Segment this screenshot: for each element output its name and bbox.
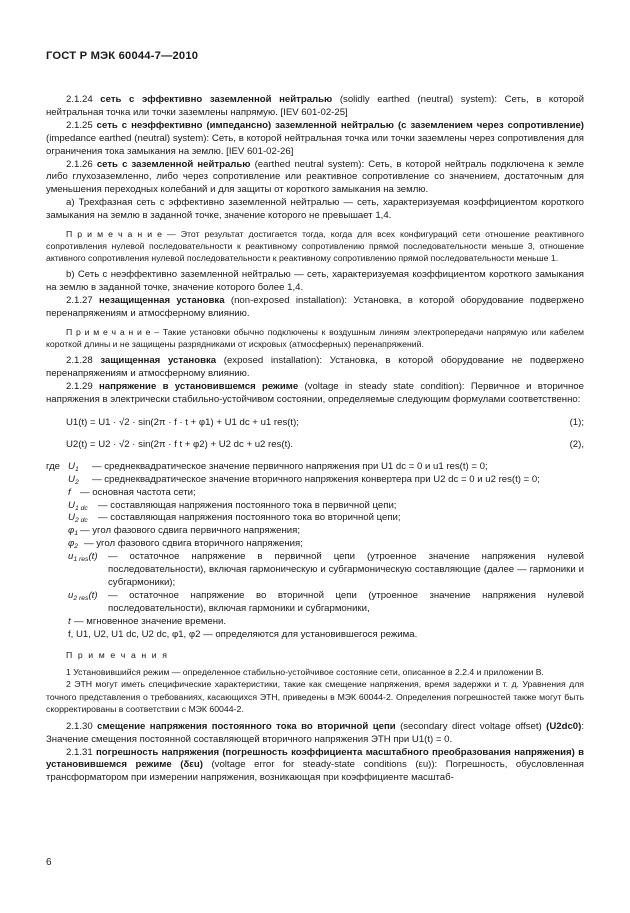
definition-text: — основная частота сети; [80, 486, 196, 498]
formula-2 [38, 435, 584, 457]
clause-term: смещение напряжения постоянного тока во вторичной цепи [97, 720, 396, 732]
definition-u2res [46, 590, 584, 616]
clause-symbol: (U2dc0) [546, 720, 582, 732]
definition-u1res [46, 551, 584, 590]
definition-text: — среднеквадратическое значение первичного напряжения при U1 dc = 0 и u1 res(t) = 0; [92, 460, 488, 472]
formula-expression: U1(t) = U1 · √2 · sin(2π · f · t + φ1) + U1 dc + u1 res(t); [66, 416, 299, 428]
definition-t [46, 616, 584, 629]
clause-2-1-25 [46, 120, 584, 159]
definition-symbol: $U_2$ [68, 473, 79, 486]
definition-symbol: $\varphi_1$ [68, 525, 79, 538]
clause-text: (solidly earthed (neutral) system): Сеть, в которой нейтральная точка или точки заземлены напрямую. [IEV 601-02-25] [46, 94, 584, 118]
clause-number: 2.1.28 [66, 355, 93, 367]
item-b: b) Сеть с неэффективно заземленной нейтралью — сеть, характеризуемая коэффициентом короткого замыкания на землю в заданной точке, значение которого более 1,4. [46, 269, 584, 294]
clause-term: напряжение в установившемся режиме [98, 380, 299, 392]
notes-title: П р и м е ч а н и я [66, 650, 169, 661]
definition-symbol: $U_{1 dc}$ [68, 499, 88, 512]
clause-text: (exposed installation): Установка, в которой оборудование не подвержено перенапряжениям и атмосферному влиянию. [46, 355, 584, 380]
definition-steady: f, U1, U2, U1 dc, U2 dc, φ1, φ2 — определяются для установившегося режима. [68, 628, 418, 640]
clause-text: (secondary direct voltage offset) [395, 720, 542, 732]
definition-u2 [46, 474, 584, 487]
definition-text: — мгновенное значение времени. [74, 615, 227, 627]
clause-text: (non-exposed installation): Установка, в которой оборудование подвержено перенапряжениям и атмосферному влиянию. [46, 295, 584, 320]
definition-symbol: $u_{2 res}(t)$ [68, 589, 98, 602]
definition-text: — среднеквадратическое значение вторичного напряжения конвертера при U2 dc = 0 и u2 res(t) = 0; [92, 473, 540, 485]
definition-lead: где [46, 460, 61, 472]
clause-2-1-26 [46, 159, 584, 198]
document-header: ГОСТ Р МЭК 60044-7—2010 [46, 50, 199, 62]
clause-term: погрешность напряжения (погрешность коэффициента масштабного преобразования напряжения) в установившемся режиме [46, 746, 584, 771]
definition-symbol: $\varphi_2$ [68, 538, 79, 551]
definition-symbol: f [68, 486, 71, 498]
clause-2-1-24 [46, 94, 584, 120]
definition-text: — остаточное напряжение во вторичной цепи (утроенное значение напряжения нулевой последовательности), включая гармоники и субгармоники, [108, 589, 584, 614]
clause-text: (earthed neutral system): Сеть, в которой нейтраль подключена к земле либо глухозаземленно, либо через сопротивление или реактивное сопротивление со значением, достаточным для уменьшения переходных колебаний и для защиты от короткого замыкания на землю. [46, 158, 584, 196]
definition-text: — угол фазового сдвига вторичного напряжения; [84, 538, 303, 550]
definition-phi1 [46, 525, 584, 538]
formula-number: (2), [569, 438, 584, 450]
clause-symbol: (δεu) [180, 759, 203, 771]
clause-term: защищенная установка [100, 355, 217, 367]
clause-number: 2.1.27 [66, 295, 93, 307]
clause-number: 2.1.25 [66, 119, 93, 131]
definition-text: — составляющая напряжения постоянного тока в первичной цепи; [98, 499, 397, 511]
note-label: П р и м е ч а н и е [66, 326, 151, 337]
definition-symbol: $U_{2 dc}$ [68, 512, 88, 525]
clause-number: 2.1.29 [66, 380, 93, 392]
definition-text: — остаточное напряжение в первичной цепи (утроенное значение напряжения нулевой последовательности), включая гармоническую и субгармоническую составляющие (далее — гармоники и субгармоники); [108, 551, 584, 588]
clause-number: 2.1.31 [66, 746, 93, 758]
clause-tail: : Значение смещения постоянной составляющей вторичного напряжения ЭТН при U1(t) = 0. [46, 720, 584, 745]
clause-2-1-28 [46, 355, 584, 381]
note-2: 2 ЭТН могут иметь специфические характеристики, такие как смещение напряжения, время задержки и т. д. Уравнения для точного представления о требованиях, касающихся ЭТН, приведены в МЭК 60044-2. Определения погрешностей также могут быть скорректированы в соответствии с МЭК 60044-2. [46, 679, 584, 714]
note-27 [46, 326, 584, 350]
definition-u2dc [46, 512, 584, 525]
clause-term: сеть с неэффективно (импедансно) заземленной нейтралью (с заземлением через сопротивление) [96, 119, 584, 131]
formula-1 [38, 413, 584, 435]
clause-2-1-31 [46, 747, 584, 786]
clause-text: (voltage in steady state condition): Первичное и вторичное напряжения в электрически стабильно-устойчивом состоянии, определяемые следующим формулами соответственно: [46, 380, 584, 405]
note-label: П р и м е ч а н и е [66, 229, 162, 240]
note-a [46, 228, 584, 264]
definition-f [46, 487, 584, 500]
definitions-list [46, 461, 584, 642]
clause-2-1-30 [46, 721, 584, 747]
clause-term: сеть с заземленной нейтралью [96, 158, 251, 170]
clause-text: (impedance earthed (neutral) system): Сеть, в которой нейтральная точка или точки заземлены через сопротивления для ограничения тока замыкания на землю. [IEV 601-02-26] [46, 132, 584, 157]
formula-number: (1); [569, 416, 584, 428]
clause-number: 2.1.24 [66, 94, 93, 105]
definition-u1dc [46, 500, 584, 513]
clause-2-1-27 [46, 295, 584, 321]
definition-text: — составляющая напряжения постоянного тока во вторичной цепи; [98, 512, 401, 524]
item-a: a) Трехфазная сеть с эффективно заземленной нейтралью — сеть, характеризуемая коэффициентом короткого замыкания на землю в заданной точке, значение которого не превышает 1,4. [46, 197, 584, 222]
definition-symbol: $u_{1 res}(t)$ [68, 551, 98, 564]
clause-term: сеть с эффективно заземленной нейтралью [100, 94, 333, 105]
clause-number: 2.1.26 [66, 158, 93, 170]
definition-phi2 [46, 538, 584, 551]
formula-expression: U2(t) = U2 · √2 · sin(2π · f t + φ2) + U2 dc + u2 res(t). [66, 438, 294, 450]
definition-u1 [46, 461, 584, 474]
document-body [46, 94, 584, 785]
note-text: — Этот результат достигается тогда, когда для всех конфигураций сети отношение реактивного сопротивления нулевой последовательности к реактивному сопротивлению прямой последовательности меньше 3, отношение активного сопротивления нулевой последовательности к реактивному сопротивлению прямой последовательности меньше 1. [46, 229, 584, 264]
definition-symbol: $U_1$ [68, 460, 79, 473]
note-1: 1 Установившийся режим — определенное стабильно-устойчивое состояние сети, описанное в 2.2.4 и приложении В. [66, 667, 544, 678]
definition-symbol: t [68, 615, 71, 627]
clause-text: (voltage error for steady-state conditions (εu)): Погрешность, обусловленная трансформатором при измерении напряжения, возникающая при коэффициенте масштаб- [46, 759, 585, 784]
clause-term: незащищенная установка [99, 295, 225, 307]
page-number: 6 [46, 857, 52, 868]
clause-2-1-29 [46, 381, 584, 407]
clause-number: 2.1.30 [66, 720, 93, 732]
definition-text: — угол фазового сдвига первичного напряжения; [80, 525, 300, 537]
note-text: – Такие установки обычно подключены к воздушным линиям электропередачи напрямую или кабелем короткой длины и не защищены разрядниками от искровых (атмосферных) перенапряжений. [46, 326, 585, 350]
